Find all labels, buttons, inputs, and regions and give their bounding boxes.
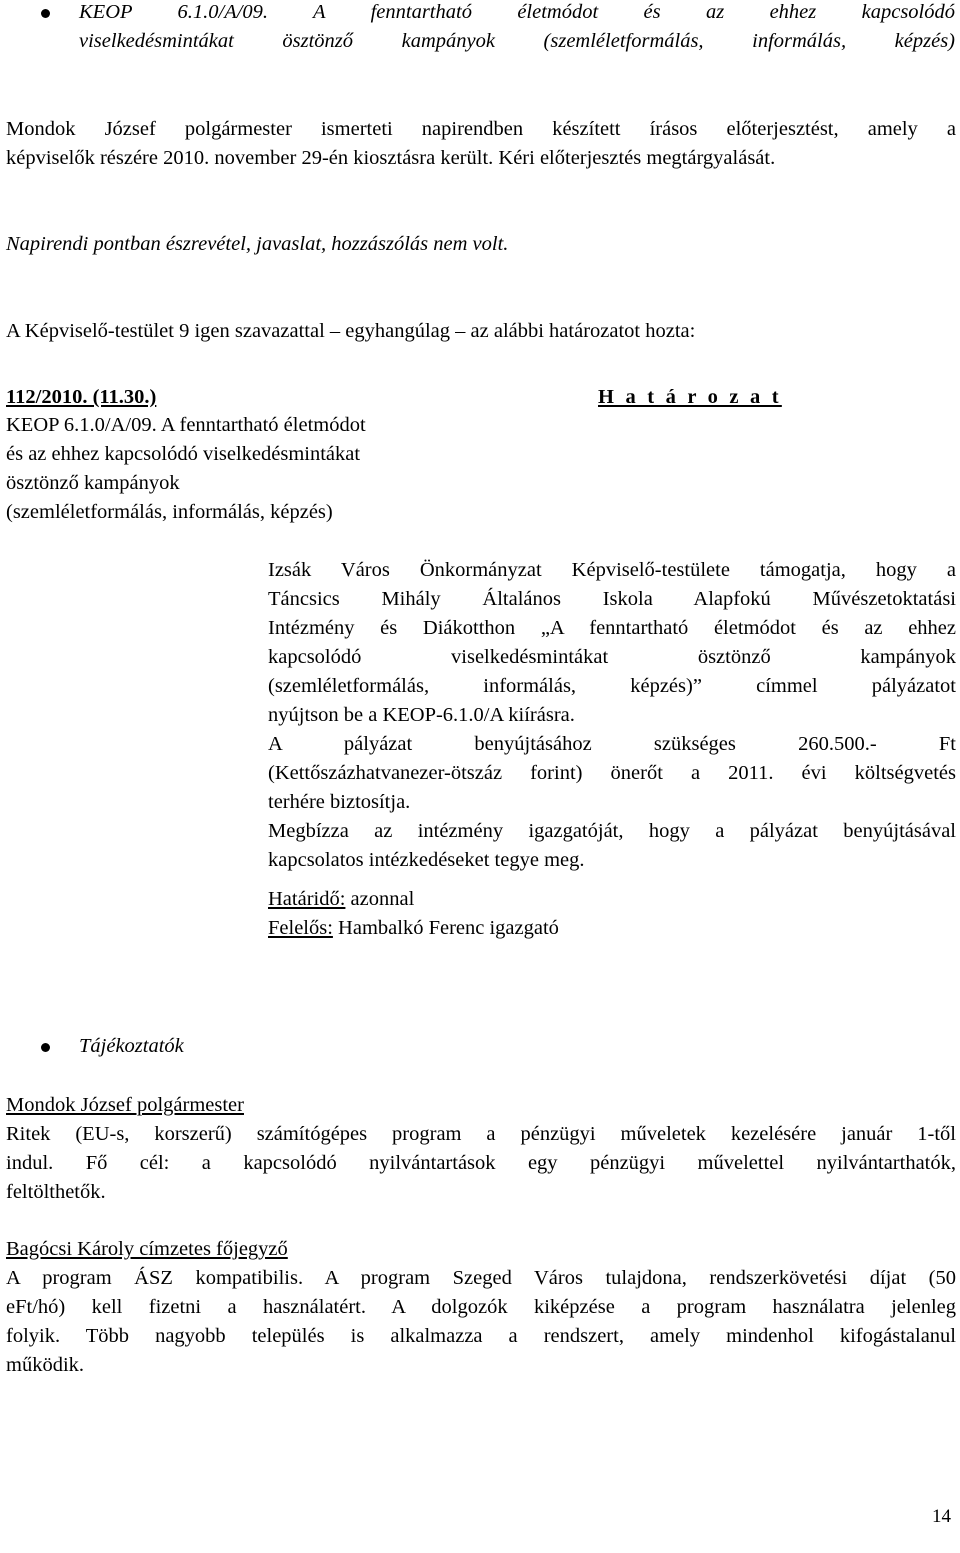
subject-line: ösztönző kampányok (6, 472, 180, 494)
responsible-label: Felelős: (268, 917, 333, 939)
deadline-line (268, 885, 414, 914)
body-line: Táncsics Mihály Általános Iskola Alapfokú Művészetoktatási (268, 588, 956, 610)
subject-line: (szemléletformálás, informálás, képzés) (6, 501, 333, 523)
intro-line: képviselők részére 2010. november 29-én kiosztásra került. Kéri előterjesztés megtárgyalását. (6, 147, 776, 169)
bullet-icon (41, 1043, 50, 1052)
body-line: kapcsolódó viselkedésmintákat ösztönző kampányok (268, 646, 956, 668)
deadline-value: azonnal (345, 888, 415, 910)
bullet-icon (41, 9, 50, 18)
body-line: terhére biztosítja. (268, 791, 411, 813)
top-bullet-text (79, 0, 955, 56)
responsible-value: Hambalkó Ferenc igazgató (332, 917, 559, 939)
no-comment-text: Napirendi pontban észrevétel, javaslat, hozzászólás nem volt. (6, 233, 509, 255)
body-line: nyújtson be a KEOP-6.1.0/A kiírásra. (268, 704, 575, 726)
resolution-subject (6, 411, 466, 527)
body-line: (szemléletformálás, informálás, képzés)” címmel pályázatot (268, 675, 956, 697)
notary-paragraph (6, 1264, 956, 1380)
notary-name: Bagócsi Károly címzetes főjegyző (6, 1238, 288, 1260)
subject-line: KEOP 6.1.0/A/09. A fenntartható életmódot (6, 414, 366, 436)
body-line: Intézmény és Diákotthon „A fenntartható életmódot és az ehhez (268, 617, 956, 639)
mayor-paragraph (6, 1120, 956, 1207)
intro-paragraph (6, 115, 956, 173)
intro-line: Mondok József polgármester ismerteti napirendben készített írásos előterjesztést, amely a (6, 118, 956, 140)
page-number: 14 (932, 1506, 951, 1527)
info-bullet-text: Tájékoztatók (79, 1035, 184, 1057)
body-line: kapcsolatos intézkedéseket tegye meg. (268, 849, 585, 871)
body-line: A pályázat benyújtásához szükséges 260.500.- Ft (268, 733, 956, 755)
top-bullet-line: viselkedésmintákat ösztönző kampányok (szemléletformálás, informálás, képzés) (79, 30, 955, 52)
mayor-name: Mondok József polgármester (6, 1094, 244, 1116)
notary-line: eFt/hó) kell fizetni a használatért. A dolgozók kiképzése a program használatra jelenleg (6, 1296, 956, 1318)
body-line: Megbízza az intézmény igazgatóját, hogy a pályázat benyújtásával (268, 820, 956, 842)
resolution-number: 112/2010. (11.30.) (6, 386, 157, 408)
vote-text: A Képviselő-testület 9 igen szavazattal – egyhangúlag – az alábbi határozatot hozta: (6, 320, 696, 342)
mayor-line: Ritek (EU-s, korszerű) számítógépes program a pénzügyi műveletek kezelésére január 1-től (6, 1123, 956, 1145)
resolution-body (268, 556, 956, 875)
responsible-line (268, 914, 559, 943)
mayor-line: indul. Fő cél: a kapcsolódó nyilvántartások egy pénzügyi művelettel nyilvántarthatók, (6, 1152, 956, 1174)
resolution-heading: H a t á r o z a t (598, 386, 782, 408)
notary-line: működik. (6, 1354, 85, 1376)
body-line: (Kettőszázhatvanezer-ötszáz forint) önerőt a 2011. évi költségvetés (268, 762, 956, 784)
notary-line: folyik. Több nagyobb település is alkalmazza a rendszert, amely mindenhol kifogástalanul (6, 1325, 956, 1347)
deadline-label: Határidő: (268, 888, 346, 910)
top-bullet-line: KEOP 6.1.0/A/09. A fenntartható életmódot és az ehhez kapcsolódó (79, 1, 955, 23)
mayor-line: feltölthetők. (6, 1181, 106, 1203)
notary-line: A program ÁSZ kompatibilis. A program Szeged Város tulajdona, rendszerkövetési díjat (50 (6, 1267, 956, 1289)
body-line: Izsák Város Önkormányzat Képviselő-testülete támogatja, hogy a (268, 559, 956, 581)
subject-line: és az ehhez kapcsolódó viselkedésmintákat (6, 443, 361, 465)
